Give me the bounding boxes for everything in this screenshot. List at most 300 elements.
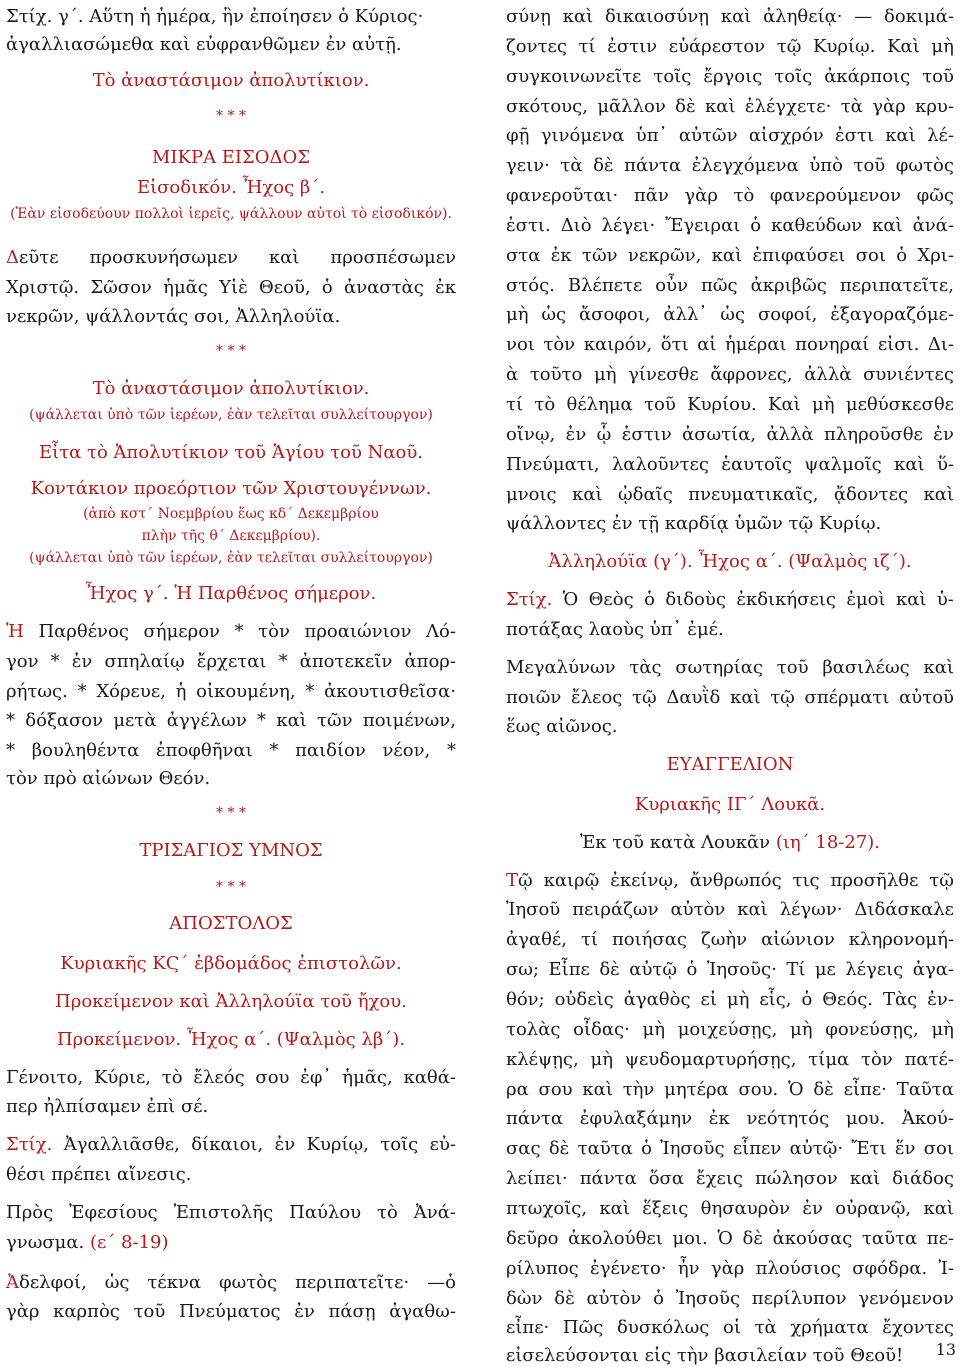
- word: φωτὸς: [895, 155, 954, 176]
- word: ζωὴν: [700, 929, 748, 950]
- right-text-line: [506, 245, 954, 267]
- word: διάδος: [892, 1168, 954, 1189]
- word: Εἶπε: [548, 959, 590, 980]
- word: πῶς: [701, 275, 738, 296]
- word: τὸν: [543, 334, 576, 355]
- right-text-line: [506, 6, 954, 28]
- word: καὶ: [923, 657, 954, 678]
- word: τῷ: [632, 687, 657, 708]
- word: τὸν: [861, 1049, 893, 1070]
- word: σοφοί,: [757, 304, 818, 325]
- left-text-line: πλὴν τῆς θ΄ Δεκεμβρίου).: [141, 528, 321, 544]
- word: ἕξεις: [642, 1198, 689, 1219]
- word: —ὁ: [427, 1272, 456, 1293]
- word: Πνεύματι,: [506, 454, 600, 475]
- word: ἐν: [565, 424, 587, 445]
- word: λέγει·: [601, 215, 656, 236]
- word: τῷ: [929, 870, 954, 891]
- word: συγκοινωνεῖτε: [506, 66, 642, 87]
- word: ἐν: [802, 1198, 823, 1219]
- left-text-line: [6, 651, 456, 673]
- word: Ὁ: [788, 1079, 804, 1100]
- word: περίλυπον: [751, 1288, 847, 1309]
- word: ἀγαθέ,: [506, 929, 567, 950]
- word: εὐ-: [429, 1134, 456, 1155]
- left-text-line: * * *: [216, 805, 246, 821]
- word: ἀγαθω-: [389, 1301, 456, 1322]
- right-text-line: Ἀλληλούϊα (γ΄). Ἦχος α΄. (Ψαλμὸς ιζ΄).: [548, 551, 912, 572]
- right-text-line: [506, 959, 954, 981]
- word: ὑπὸ: [809, 155, 843, 176]
- word: αἱ: [697, 334, 717, 355]
- word: τοῖς: [653, 66, 692, 87]
- right-text-line: [506, 155, 954, 177]
- left-text-line: * * *: [216, 879, 246, 895]
- word: καὶ: [599, 1198, 630, 1219]
- word: τίμα: [808, 1049, 850, 1070]
- word: ταῦτα: [577, 1138, 633, 1159]
- word: καὶ: [923, 1198, 954, 1219]
- word: Ἀκού-: [901, 1108, 954, 1129]
- word: Πῶς: [562, 1317, 604, 1338]
- right-text-line: Κυριακῆς ΙΓ΄ Λουκᾶ.: [634, 794, 826, 815]
- word: καθά-: [403, 1067, 456, 1088]
- word: γον: [6, 651, 39, 672]
- left-text-line: ΜΙΚΡΑ ΕΙΣΟΔΟΣ: [151, 147, 311, 168]
- word: αὐτὸν: [670, 899, 726, 920]
- right-text-line: [506, 687, 954, 709]
- right-text-line: [506, 1317, 954, 1339]
- word: παιδίον: [295, 740, 366, 761]
- right-text-line: [506, 589, 954, 611]
- word: πληροῦσθε: [824, 424, 923, 445]
- left-text-line: ΑΠΟΣΤΟΛΟΣ: [169, 913, 293, 934]
- word: κληρονομή-: [848, 929, 954, 950]
- word: Ἀγαλλιᾶσθε,: [63, 1134, 180, 1155]
- word: ἀλλὰ: [804, 364, 852, 385]
- word: Θεοῦ,: [259, 277, 311, 298]
- word: ἀγα-: [912, 959, 954, 980]
- word: μὴ: [594, 364, 617, 385]
- left-text-line: [6, 1134, 456, 1156]
- word: τοῦ: [133, 1301, 166, 1322]
- word: τοῖς: [774, 66, 813, 87]
- word: λέγεις: [845, 959, 904, 980]
- word: ὅσα: [648, 1168, 684, 1189]
- word: ὡς: [104, 1272, 130, 1293]
- word: ὡς: [541, 304, 567, 325]
- word: ἐστιν: [607, 36, 658, 57]
- word: θέλημα: [566, 394, 633, 415]
- word: προσῆλθε: [830, 870, 919, 891]
- word: καὶ: [268, 247, 300, 268]
- word: φανεροῦται·: [506, 185, 619, 206]
- word: Ταῦτα: [896, 1079, 954, 1100]
- word: ἀκολούθει: [568, 1228, 663, 1249]
- word: ἐμοὶ: [846, 589, 886, 610]
- word: καὶ: [572, 484, 603, 505]
- word: ἀναστὰς: [344, 277, 424, 298]
- word: πειράζων: [572, 899, 659, 920]
- right-text-line: [506, 1168, 954, 1190]
- word: ἔλεος: [571, 687, 623, 708]
- word: Ἔτι: [851, 1138, 887, 1159]
- word: ἐξαγοραζόμε-: [830, 304, 954, 325]
- right-text-line: [506, 1258, 954, 1280]
- word: τοῦ: [922, 66, 954, 87]
- word: τὰ: [840, 96, 863, 117]
- word: δοκιμά-: [884, 6, 954, 27]
- word: μὴ: [931, 36, 954, 57]
- word: τῷ: [776, 36, 802, 57]
- word: Κυρίου.: [687, 394, 757, 415]
- word: αὐτῶν: [678, 125, 738, 146]
- word: Ἰησοῦ: [506, 899, 561, 920]
- word: *: [278, 651, 288, 672]
- word: φῇ: [506, 125, 530, 146]
- word: τοῦτο: [529, 364, 583, 385]
- right-text-line: [506, 394, 954, 416]
- word: Παύλου: [289, 1202, 362, 1223]
- word: εἷς,: [759, 989, 792, 1010]
- word: ψευδομαρτυρήσῃς,: [624, 1049, 797, 1070]
- left-text-line: [6, 681, 456, 703]
- left-text-line: Προκείμενον καὶ Ἀλληλούϊα τοῦ ἤχου.: [55, 991, 407, 1012]
- word: ὰ: [506, 364, 519, 385]
- word: γειν·: [506, 155, 550, 176]
- word: πάντα: [579, 1168, 637, 1189]
- word: μου.: [845, 1108, 886, 1129]
- left-text-line: (ψάλλεται ὑπὸ τῶν ἱερέων, ἐὰν τελεῖται συλλείτουργον): [29, 407, 433, 423]
- word: αἰσχρόν: [748, 125, 824, 146]
- page-number: 13: [935, 1340, 956, 1359]
- word: Κύριε,: [93, 1067, 152, 1088]
- word: ἑαυτοῖς: [721, 454, 793, 475]
- word: τῷ: [770, 687, 795, 708]
- word: ἐστιν: [621, 424, 672, 445]
- word: Γένοιτο,: [6, 1067, 84, 1088]
- word: Ἰ-: [938, 1258, 954, 1279]
- word: Χρι-: [917, 245, 954, 266]
- word: ἐκείνῳ,: [610, 870, 679, 891]
- right-text-line: [506, 1288, 954, 1310]
- word: προαιώνιον: [304, 621, 412, 642]
- word: ἐν: [933, 424, 954, 445]
- word: σήμερον: [143, 621, 220, 642]
- word: *: [6, 740, 15, 761]
- word: καὶ: [730, 687, 761, 708]
- word: τοῖς: [380, 1134, 419, 1155]
- word: με: [814, 959, 836, 980]
- right-text-line: Ἐκ τοῦ κατὰ Λουκᾶν (ιη΄ 18-27).: [579, 832, 881, 853]
- word: Ἀδελφοί,: [6, 1272, 87, 1293]
- left-text-line: [6, 740, 456, 762]
- word: ἀκριβῶς: [750, 275, 827, 296]
- right-text-line: [506, 36, 954, 58]
- right-text-line: [506, 870, 954, 892]
- word: ἔχοντες: [882, 1317, 954, 1338]
- word: ἕν: [894, 1138, 916, 1159]
- left-text-line: [6, 247, 456, 269]
- word: δὲ: [742, 1228, 763, 1249]
- word: σκότους,: [506, 96, 588, 117]
- word: σύνῃ: [506, 6, 551, 27]
- left-text-line: [6, 1202, 456, 1224]
- word: φανερούμενον: [769, 185, 902, 206]
- word: ὡς: [720, 304, 746, 325]
- word: καὶ: [711, 245, 743, 266]
- left-text-line: Στίχ. γ΄. Αὕτη ἡ ἡμέρα, ἣν ἐποίησεν ὁ Κύριος·: [6, 6, 424, 27]
- word: δίκαιοι,: [191, 1134, 264, 1155]
- word: φονεύσῃς,: [825, 1019, 919, 1040]
- word: δικαιοσύνῃ: [604, 6, 710, 27]
- word: ἐλεγχόμενα: [691, 155, 799, 176]
- word: φωτὸς: [218, 1272, 278, 1293]
- right-text-line: [506, 304, 954, 326]
- word: αὐτὸν: [586, 1288, 642, 1309]
- word: ἐφυλαξάμην: [579, 1108, 693, 1129]
- word: πατέ-: [904, 1049, 954, 1070]
- word: εἶπεν: [732, 1138, 782, 1159]
- word: Διὸ: [560, 215, 592, 236]
- word: ἀληθείᾳ·: [763, 6, 843, 27]
- word: οἰκουμένη,: [196, 681, 296, 702]
- word: Στίχ.: [6, 1134, 53, 1155]
- left-text-line: ΤΡΙΣΑΓΙΟΣ ΥΜΝΟΣ: [139, 840, 323, 861]
- word: λαλοῦντες: [611, 454, 709, 475]
- right-text-line: [506, 1049, 954, 1071]
- right-text-line: [506, 989, 954, 1011]
- left-text-line: γνωσμα. (ε΄ 8-19): [6, 1232, 169, 1253]
- word: ᾧ: [596, 424, 612, 445]
- word: ἐστι.: [506, 215, 551, 236]
- word: ρα: [506, 1079, 529, 1100]
- word: ἐκδικήσεις: [736, 589, 836, 610]
- word: *: [234, 621, 244, 642]
- word: δὲ: [554, 1288, 575, 1309]
- left-text-line: Ἦχος γ΄. Ἡ Παρθένος σήμερον.: [85, 583, 377, 604]
- word: καὶ: [705, 96, 736, 117]
- word: εἶπε·: [506, 1317, 550, 1338]
- word: Ἡ: [6, 621, 24, 642]
- word: καὶ: [720, 6, 752, 27]
- word: προσκυνήσωμεν: [89, 247, 238, 268]
- word: δὲ: [599, 959, 620, 980]
- word: γὰρ: [6, 1301, 40, 1322]
- word: ἡμᾶς,: [342, 1067, 393, 1088]
- word: θόν;: [506, 989, 545, 1010]
- word: ὑ-: [936, 589, 954, 610]
- word: *: [305, 681, 315, 702]
- word: Κυρίῳ.: [813, 36, 876, 57]
- left-text-line: νεκρῶν, ψάλλοντάς σοι, Ἀλληλούϊα.: [6, 306, 341, 327]
- word: καὶ: [737, 899, 768, 920]
- word: μὴ: [931, 1019, 954, 1040]
- word: πάντα: [624, 155, 682, 176]
- right-text-line: [506, 1138, 954, 1160]
- word: λέγων·: [779, 899, 843, 920]
- word: ἀπορ-: [404, 651, 456, 672]
- word: τὴν: [622, 1079, 655, 1100]
- word: ταῦτα: [861, 1228, 918, 1249]
- word: ἔργοις: [703, 66, 763, 87]
- word: ὁ: [896, 245, 908, 266]
- word: οἴνῳ,: [506, 424, 556, 445]
- left-text-line: * * *: [216, 343, 246, 359]
- word: Ἰησοῦς: [675, 1288, 741, 1309]
- word: ᾄδοντες: [833, 484, 909, 505]
- word: γενόμενον: [858, 1288, 954, 1309]
- word: ἄνθρωπός: [689, 870, 782, 891]
- right-text-line: εἰσελεύσονται εἰς τὴν βασιλείαν τοῦ Θεοῦ!: [506, 1345, 904, 1366]
- word: τί: [578, 36, 596, 57]
- left-text-line: (ψάλλεται ὑπὸ τῶν ἱερέων, ἐὰν τελεῖται συλλείτουργον): [29, 550, 433, 566]
- word: σας: [506, 1138, 541, 1159]
- word: λείπει·: [506, 1168, 568, 1189]
- word: αὐτῷ·: [789, 1138, 844, 1159]
- left-text-line: περ ἠλπίσαμεν ἐπὶ σέ.: [6, 1096, 209, 1117]
- word: ἔρχεται: [196, 651, 267, 672]
- word: ὅτι: [660, 334, 689, 355]
- word: σωτηρίας: [675, 657, 763, 678]
- word: ἐπιφαύσει: [752, 245, 846, 266]
- word: δὲ: [675, 96, 696, 117]
- word: Ὁ: [562, 589, 579, 610]
- word: ψαλμοῖς: [804, 454, 882, 475]
- word: πᾶν: [633, 185, 669, 206]
- word: καὶ: [895, 589, 927, 610]
- word: νέον,: [382, 740, 431, 761]
- left-text-line: Τὸ ἀναστάσιμον ἀπολυτίκιον.: [92, 378, 370, 399]
- right-text-line: [506, 454, 954, 476]
- left-text-line: Εἰσοδικόν. Ἦχος β΄.: [136, 177, 326, 198]
- left-text-line: [6, 710, 456, 732]
- word: Πνεύματος: [178, 1301, 281, 1322]
- word: δὲ: [593, 155, 614, 176]
- word: καὶ: [276, 710, 307, 731]
- word: τὰς: [629, 657, 662, 678]
- word: Σῶσον: [90, 277, 152, 298]
- right-text-line: [506, 484, 954, 506]
- word: δεῦρο: [506, 1228, 559, 1249]
- word: ὁ: [644, 589, 655, 610]
- word: σου: [538, 1079, 573, 1100]
- word: νεκρῶν,: [627, 245, 702, 266]
- right-text-line: [506, 334, 954, 356]
- word: Τί: [786, 959, 806, 980]
- right-text-line: [506, 1079, 954, 1101]
- word: ᾠδαῖς: [618, 484, 673, 505]
- word: Ἀνά-: [413, 1202, 456, 1223]
- word: εὐάρεστον: [668, 36, 766, 57]
- word: περιπατεῖτε·: [295, 1272, 410, 1293]
- word: λέ-: [927, 125, 954, 146]
- word: ὑπ᾽: [635, 125, 668, 146]
- word: ἐγένετο·: [590, 1258, 667, 1279]
- word: ὁ: [653, 1288, 664, 1309]
- word: Διδάσκαλε: [854, 899, 954, 920]
- word: γίνεσθε: [628, 364, 699, 385]
- word: δόξασον: [25, 710, 104, 731]
- word: Βλέπετε: [567, 275, 643, 296]
- word: ὁ: [686, 959, 698, 980]
- word: στα: [506, 245, 541, 266]
- word: αὐτοῦ: [899, 687, 954, 708]
- word: ἦν: [677, 1258, 700, 1279]
- word: τὸν: [258, 621, 290, 642]
- right-text-line: [506, 929, 954, 951]
- word: Ἰησοῦς·: [706, 959, 777, 980]
- word: Καὶ: [768, 394, 801, 415]
- right-text-line: [506, 185, 954, 207]
- word: τὰ: [754, 1317, 777, 1338]
- left-text-line: (ἀπὸ κστ΄ Νοεμβρίου ἕως κδ΄ Δεκεμβρίου: [83, 506, 379, 522]
- word: καὶ: [872, 215, 903, 236]
- right-text-line: [506, 96, 954, 118]
- word: μητέρα: [664, 1079, 729, 1100]
- word: βουληθέντα: [31, 740, 140, 761]
- word: ἀσωτία,: [682, 424, 757, 445]
- word: τὰ: [560, 155, 583, 176]
- word: μὴ: [726, 989, 750, 1010]
- word: βασιλέως: [822, 657, 910, 678]
- word: μοι.: [672, 1228, 708, 1249]
- left-text-line: [6, 1067, 456, 1089]
- word: ἐν-: [927, 989, 954, 1010]
- word: Ὁ: [717, 1228, 733, 1249]
- word: ἀποτεκεῖν: [299, 651, 393, 672]
- word: σοι: [855, 245, 886, 266]
- word: Θεός.: [822, 989, 874, 1010]
- word: ἀκάρποις: [824, 66, 911, 87]
- left-text-line: τὸν πρὸ αἰώνων Θεόν.: [6, 768, 211, 789]
- word: περιπατεῖτε,: [839, 275, 954, 296]
- word: μοιχεύσῃς,: [677, 1019, 778, 1040]
- word: ὕ-: [936, 454, 954, 475]
- word: καθεύδων: [771, 215, 863, 236]
- left-text-line: [6, 621, 456, 643]
- word: κλέψῃς,: [506, 1049, 579, 1070]
- word: σφόδρα.: [852, 1258, 928, 1279]
- word: γινόμενα: [540, 125, 625, 146]
- word: ἐστι: [835, 125, 874, 146]
- word: καιρόν,: [583, 334, 653, 355]
- right-text-line: [506, 1198, 954, 1220]
- word: ἔλεός: [193, 1067, 245, 1088]
- word: μὴ: [590, 1049, 613, 1070]
- word: Θεὸς: [588, 589, 634, 610]
- word: χρήματα: [790, 1317, 869, 1338]
- word: σπέρματι: [804, 687, 890, 708]
- word: εἶπε·: [843, 1079, 887, 1100]
- right-text-line: [506, 275, 954, 297]
- left-text-line: Προκείμενον. Ἦχος α΄. (Ψαλμὸς λβ΄).: [56, 1029, 406, 1050]
- word: αὐτῷ: [629, 959, 678, 980]
- word: γὰρ: [684, 185, 718, 206]
- right-text-line: [506, 1019, 954, 1041]
- word: πώλησον: [754, 1168, 838, 1189]
- word: τοῦ: [644, 394, 676, 415]
- word: τὸ: [377, 1202, 398, 1223]
- word: ἡ: [175, 681, 187, 702]
- right-text-line: [506, 899, 954, 921]
- word: Ἰησοῦς: [660, 1138, 725, 1159]
- word: Δεῦτε: [6, 247, 59, 268]
- word: δὲ: [548, 1138, 570, 1159]
- word: —: [854, 6, 873, 27]
- word: ρίλυπος: [506, 1258, 579, 1279]
- word: ἐλέγχετε·: [744, 96, 832, 117]
